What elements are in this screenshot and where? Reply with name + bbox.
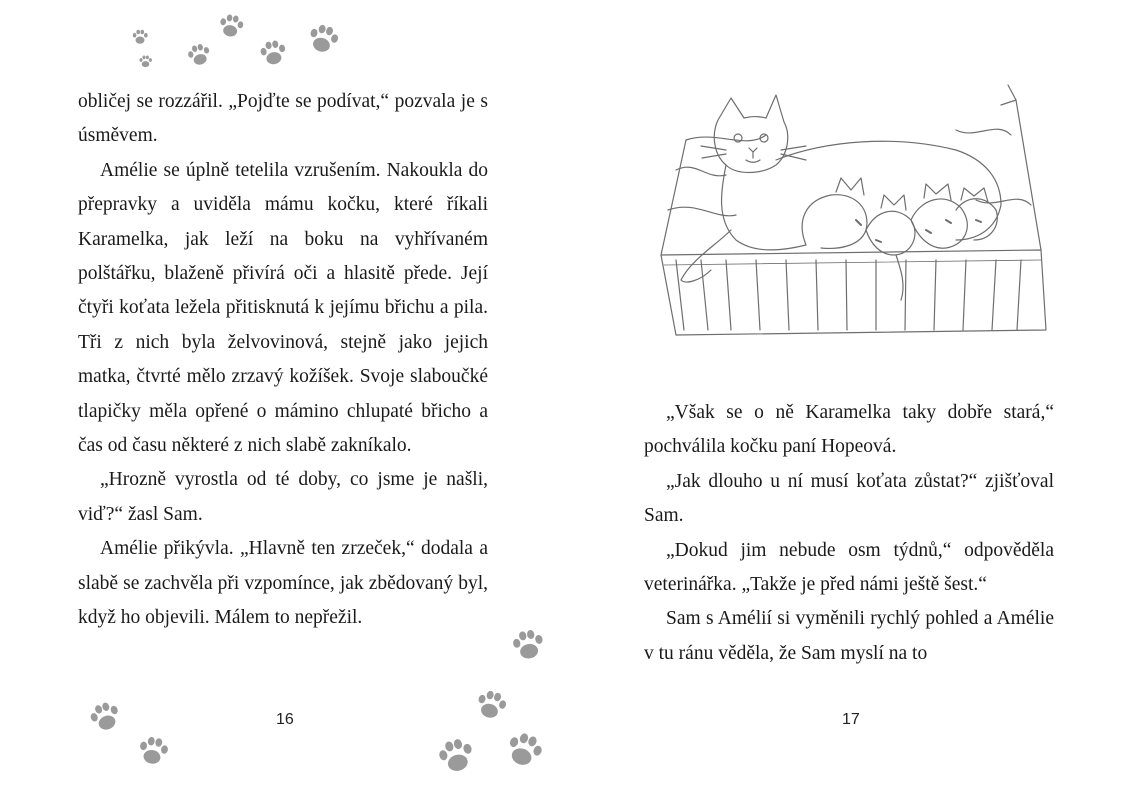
paragraph: „Však se o ně Karamelka taky dobře stará,“ pochválila kočku paní Hopeová. xyxy=(644,402,1054,458)
paw-print-icon xyxy=(136,734,170,768)
paragraph: obličej se rozzářil. „Pojďte se podívat,“ pozvala je s úsměvem. xyxy=(78,91,488,147)
page-number: 17 xyxy=(842,711,860,728)
paw-print-icon xyxy=(258,38,288,68)
paragraph: „Dokud jim nebude osm týdnů,“ odpověděla veterinářka. „Takže je před námi ještě šest.“ xyxy=(644,539,1054,596)
paw-print-icon xyxy=(88,700,122,734)
right-page xyxy=(566,0,1132,800)
cat-with-kittens-illustration xyxy=(656,80,1056,340)
right-page-text xyxy=(644,396,1054,671)
paragraph: Amélie se úplně tetelila vzrušením. Nakoukla do přepravky a uviděla mámu kočku, které říkali Karamelka, jak leží na boku na vyhřívaném polštářku, blaženě přivírá oči a hlasitě přede. Její čtyři koťata ležela přitisknutá k jejímu břichu a pila. Tři z nich byla želvovinová, stejně jako jejich matka, čtvrté mělo zrzavý kožíšek. Svoje slaboučké tlapičky měla opřené o mámino chlupaté břicho a čas od času některé z nich slabě zakníkalo. xyxy=(78,159,488,457)
paw-print-icon xyxy=(504,730,544,770)
paragraph: Sam s Amélií si vyměnili rychlý pohled a Amélie v tu ránu věděla, že Sam myslí na to xyxy=(644,608,1054,664)
paw-print-icon xyxy=(186,42,212,68)
paw-print-icon xyxy=(510,627,546,663)
paragraph: Amélie přikývla. „Hlavně ten zrzeček,“ dodala a slabě se zachvěla při vzpomínce, jak zbědovaný byl, když ho objevili. Málem to nepřežil. xyxy=(78,538,488,629)
paw-print-icon xyxy=(138,54,153,69)
paw-print-icon xyxy=(474,688,508,722)
page-number: 16 xyxy=(276,711,294,728)
left-page-text xyxy=(78,85,488,636)
paw-print-icon xyxy=(306,22,340,56)
paw-print-icon xyxy=(436,736,476,776)
paragraph: „Hrozně vyrostla od té doby, co jsme je našli, viď?“ žasl Sam. xyxy=(78,469,488,525)
paw-print-icon xyxy=(131,28,149,46)
paw-print-icon xyxy=(217,12,245,40)
paragraph: „Jak dlouho u ní musí koťata zůstat?“ zjišťoval Sam. xyxy=(644,470,1054,527)
